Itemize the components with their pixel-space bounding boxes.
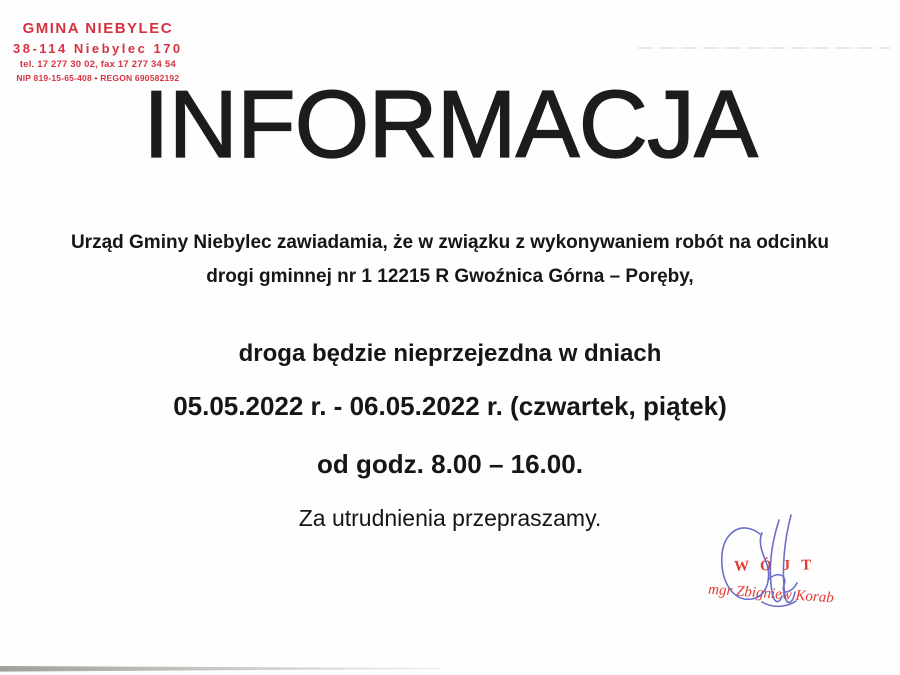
stamp-address: 38-114 Niebylec 170 [13,40,183,56]
intro-paragraph [0,226,900,294]
intro-line-2: drogi gminnej nr 1 12215 R Gwoźnica Górna – Poręby, [206,266,694,287]
closure-dates: 05.05.2022 r. - 06.05.2022 r. (czwartek, piątek) [173,391,727,421]
apology-line: Za utrudnienia przepraszamy. [298,505,602,531]
wojt-stamp-name: mgr Zbigniew Korab [707,581,835,607]
wojt-stamp-title: WÓJT [733,557,823,575]
stamp-municipality-name: GMINA NIEBYLEC [22,20,174,37]
scan-edge-artifact [0,665,440,672]
intro-line-1: Urząd Gminy Niebylec zawiadamia, że w związku z wykonywaniem robót na odcinku [70,232,830,253]
document-title: INFORMACJA [143,71,757,178]
closure-statement: droga będzie nieprzejezdna w dniach [238,340,662,367]
signature-block [698,512,878,622]
scan-artifact-line [638,47,890,49]
stamp-nip-regon: NIP 819-15-65-408 • REGON 690582192 [16,72,180,83]
closure-hours: od godz. 8.00 – 16.00. [317,449,583,479]
stamp-phone-fax: tel. 17 277 30 02, fax 17 277 34 54 [19,59,176,70]
handwritten-signature-ink [698,512,878,622]
